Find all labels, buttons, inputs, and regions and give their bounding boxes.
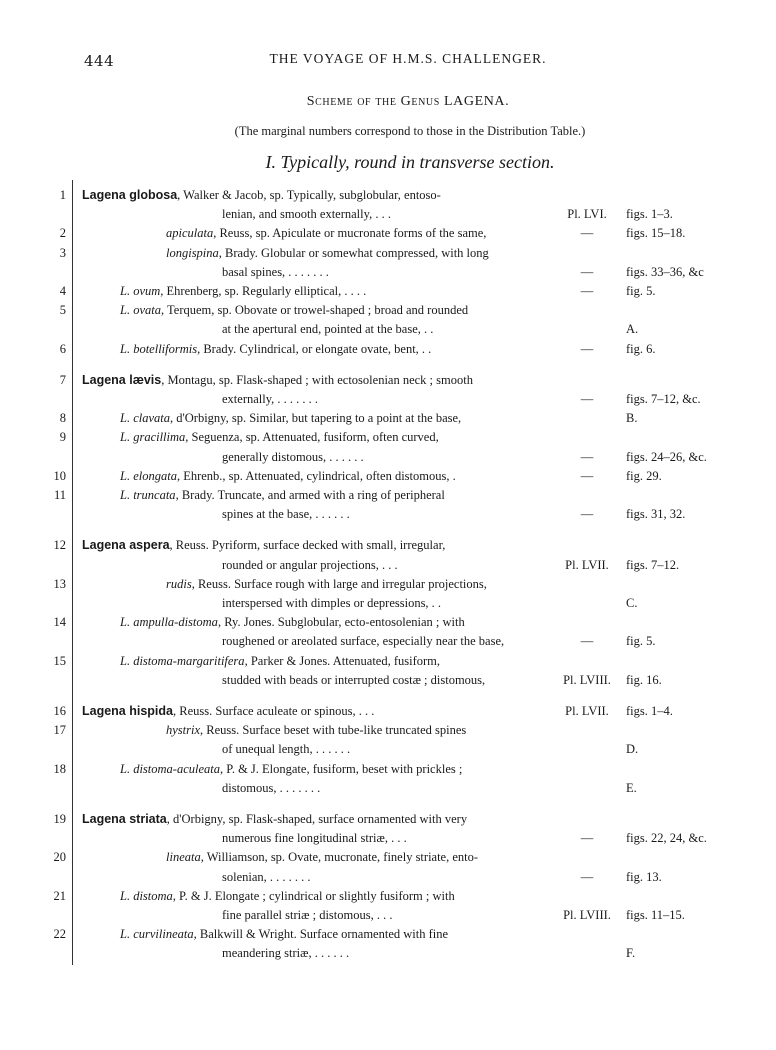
entry-description bbox=[222, 906, 392, 924]
figure-ref: figs. 15–18. bbox=[626, 226, 686, 241]
scheme-line bbox=[0, 224, 776, 242]
figure-ref: fig. 29. bbox=[626, 468, 662, 483]
plate-ref: Pl. LVI. bbox=[567, 207, 607, 222]
figure-ref: A. bbox=[626, 322, 639, 337]
entry-number: 1 bbox=[59, 188, 66, 202]
scheme-line bbox=[0, 301, 776, 319]
entry-description bbox=[222, 632, 504, 650]
description-text: roughened or areolated surface, especially near the base, bbox=[222, 634, 505, 649]
scheme-line bbox=[0, 448, 776, 466]
scheme-line bbox=[0, 486, 776, 504]
taxon-name: longispina bbox=[166, 245, 219, 260]
description-text: solenian, . . . . . . . bbox=[222, 869, 311, 884]
scheme-line bbox=[0, 244, 776, 262]
description-text: , Ehrenberg, sp. Regularly elliptical, . . . . bbox=[160, 284, 367, 298]
figure-ref: fig. 13. bbox=[626, 869, 662, 884]
entry-description bbox=[222, 448, 364, 466]
entry-description bbox=[82, 810, 467, 828]
plate-ref: — bbox=[580, 507, 594, 522]
entry-description bbox=[120, 301, 468, 319]
scheme-line bbox=[0, 594, 776, 612]
title-prefix: Scheme of the Genus bbox=[306, 94, 440, 109]
plate-ref: — bbox=[580, 869, 594, 884]
entry-number: 8 bbox=[59, 411, 66, 426]
taxon-name: lineata bbox=[166, 850, 201, 865]
entry-description bbox=[82, 186, 441, 204]
scheme-line bbox=[0, 721, 776, 739]
scheme-line bbox=[0, 779, 776, 797]
description-text: , Reuss. Surface rough with large and irregular projections, bbox=[191, 576, 487, 591]
description-text: , Balkwill & Wright. Surface ornamented with fine bbox=[193, 927, 449, 942]
entry-number: 22 bbox=[53, 927, 66, 942]
entry-description bbox=[166, 224, 486, 242]
figure-ref: E. bbox=[626, 780, 637, 795]
entry-description bbox=[120, 887, 455, 905]
scheme-line bbox=[0, 868, 776, 886]
scheme-line bbox=[0, 536, 776, 554]
taxon-name: L. curvilineata bbox=[120, 927, 194, 942]
entry-number: 14 bbox=[53, 615, 66, 630]
entry-number: 20 bbox=[53, 850, 66, 865]
description-text: , Seguenza, sp. Attenuated, fusiform, often curved, bbox=[185, 430, 439, 445]
taxon-name: L. distoma bbox=[120, 888, 173, 903]
entry-number: 5 bbox=[59, 303, 66, 318]
description-text: , Walker & Jacob, sp. Typically, subglobular, entoso- bbox=[177, 188, 441, 202]
taxon-name: L. clavata bbox=[120, 411, 170, 426]
entry-number: 2 bbox=[59, 226, 66, 241]
entry-description bbox=[222, 320, 433, 338]
description-text: , P. & J. Elongate ; cylindrical or slightly fusiform ; with bbox=[172, 888, 455, 903]
description-text: , Brady. Truncate, and armed with a ring of peripheral bbox=[175, 488, 445, 502]
figure-ref: figs. 1–4. bbox=[626, 704, 673, 718]
figure-ref: C. bbox=[626, 596, 638, 610]
entry-description bbox=[222, 671, 485, 689]
scheme-line bbox=[0, 505, 776, 523]
figure-ref: fig. 16. bbox=[626, 672, 662, 687]
entry-description bbox=[82, 536, 445, 554]
title-genus: LAGENA. bbox=[444, 94, 510, 109]
scheme-line bbox=[0, 906, 776, 924]
taxon-name: L. ovata bbox=[120, 303, 161, 318]
description-text: , Williamson, sp. Ovate, mucronate, finely striate, ento- bbox=[200, 850, 479, 865]
figure-ref: B. bbox=[626, 411, 638, 426]
plate-ref: — bbox=[580, 226, 594, 241]
description-text: numerous fine longitudinal striæ, . . . bbox=[222, 831, 407, 846]
entry-description bbox=[82, 702, 374, 720]
plate-ref: — bbox=[580, 284, 594, 298]
figure-ref: figs. 7–12, &c. bbox=[626, 392, 701, 406]
description-text: rounded or angular projections, . . . bbox=[222, 557, 398, 572]
species-name: Lagena striata bbox=[82, 812, 167, 826]
entry-description bbox=[222, 740, 350, 758]
taxon-name: L. distoma-margaritifera bbox=[120, 653, 245, 668]
species-name: Lagena aspera bbox=[82, 538, 170, 553]
entry-number: 10 bbox=[53, 468, 66, 483]
scheme-line bbox=[0, 944, 776, 962]
taxon-name: L. distoma-aculeata bbox=[120, 761, 220, 776]
entry-description bbox=[166, 244, 489, 262]
figure-ref: figs. 22, 24, &c. bbox=[626, 831, 707, 846]
scheme-line bbox=[0, 829, 776, 847]
entry-description bbox=[222, 205, 391, 223]
entry-number: 4 bbox=[59, 284, 66, 298]
description-text: , Terquem, sp. Obovate or trowel-shaped ; broad and rounded bbox=[160, 303, 469, 318]
description-text: of unequal length, . . . . . . bbox=[222, 742, 351, 757]
species-name: Lagena globosa bbox=[82, 188, 178, 202]
scheme-line bbox=[0, 340, 776, 358]
taxon-name: L. ovum bbox=[120, 284, 161, 298]
figure-ref: fig. 5. bbox=[626, 634, 656, 649]
scheme-line bbox=[0, 186, 776, 204]
scheme-line bbox=[0, 205, 776, 223]
plate-ref: — bbox=[580, 634, 594, 649]
description-text: distomous, . . . . . . . bbox=[222, 780, 321, 795]
figure-ref: figs. 11–15. bbox=[626, 908, 685, 922]
description-text: generally distomous, . . . . . . bbox=[222, 449, 364, 464]
description-text: , Ry. Jones. Subglobular, ecto-entosolenian ; with bbox=[217, 615, 465, 630]
scheme-line bbox=[0, 613, 776, 631]
figure-ref: figs. 31, 32. bbox=[626, 507, 686, 522]
entry-number: 21 bbox=[53, 888, 66, 903]
description-text: , d'Orbigny, sp. Flask-shaped, surface ornamented with very bbox=[166, 812, 468, 826]
plate-ref: Pl. LVIII. bbox=[563, 672, 611, 687]
entry-description bbox=[166, 848, 478, 866]
figure-ref: figs. 1–3. bbox=[626, 207, 673, 222]
plate-ref: — bbox=[580, 831, 594, 846]
taxon-name: rudis bbox=[166, 576, 192, 591]
figure-ref: figs. 33–36, &c bbox=[626, 264, 704, 279]
entry-description bbox=[120, 409, 461, 427]
taxon-name: L. gracillima bbox=[120, 430, 186, 445]
description-text: basal spines, . . . . . . . bbox=[222, 264, 329, 279]
description-text: externally, . . . . . . . bbox=[222, 392, 319, 406]
scheme-line bbox=[0, 652, 776, 670]
entry-number: 9 bbox=[59, 430, 66, 445]
entry-number: 18 bbox=[53, 761, 66, 776]
description-text: , Ehrenb., sp. Attenuated, cylindrical, often distomous, . bbox=[176, 468, 456, 483]
entry-description bbox=[222, 390, 318, 408]
entry-number: 12 bbox=[53, 538, 66, 553]
distribution-note: (The marginal numbers correspond to those in the Distribution Table.) bbox=[234, 124, 586, 138]
plate-ref: Pl. LVIII. bbox=[563, 908, 611, 922]
description-text: , Reuss. Surface beset with tube-like truncated spines bbox=[200, 723, 467, 738]
scheme-line bbox=[0, 371, 776, 389]
plate-ref: Pl. LVII. bbox=[565, 704, 609, 718]
description-text: , Brady. Cylindrical, or elongate ovate, bent, . . bbox=[197, 341, 432, 356]
description-text: interspersed with dimples or depressions, . . bbox=[222, 596, 442, 610]
entry-description bbox=[222, 594, 441, 612]
scheme-line bbox=[0, 810, 776, 828]
figure-ref: figs. 7–12. bbox=[626, 557, 680, 572]
scheme-line bbox=[0, 925, 776, 943]
entry-description bbox=[222, 505, 350, 523]
entry-number: 6 bbox=[59, 341, 66, 356]
description-text: lenian, and smooth externally, . . . bbox=[222, 207, 391, 222]
taxon-name: L. ampulla-distoma bbox=[120, 615, 218, 630]
description-text: at the apertural end, pointed at the base, . . bbox=[222, 322, 434, 337]
entry-description bbox=[222, 556, 398, 574]
entry-description bbox=[120, 925, 448, 943]
scheme-line bbox=[0, 409, 776, 427]
taxon-name: hystrix bbox=[166, 723, 201, 738]
section-heading: I. Typically, round in transverse section. bbox=[265, 152, 555, 172]
entry-description bbox=[222, 263, 329, 281]
entry-number: 19 bbox=[53, 812, 66, 826]
description-text: , d'Orbigny, sp. Similar, but tapering to a point at the base, bbox=[170, 411, 462, 426]
scheme-line bbox=[0, 740, 776, 758]
scheme-line bbox=[0, 671, 776, 689]
taxon-name: L. elongata bbox=[120, 468, 177, 483]
entry-description bbox=[82, 371, 473, 389]
description-text: , Reuss, sp. Apiculate or mucronate forms of the same, bbox=[213, 226, 487, 241]
plate-ref: — bbox=[580, 264, 594, 279]
page-number: 444 bbox=[84, 52, 115, 70]
description-text: , Parker & Jones. Attenuated, fusiform, bbox=[244, 653, 441, 668]
plate-ref: — bbox=[580, 468, 594, 483]
entry-description bbox=[222, 779, 320, 797]
scheme-line bbox=[0, 263, 776, 281]
scheme-line bbox=[0, 320, 776, 338]
description-text: , Reuss. Pyriform, surface decked with small, irregular, bbox=[169, 538, 446, 553]
entry-description bbox=[120, 613, 465, 631]
scheme-line bbox=[0, 575, 776, 593]
species-name: Lagena lævis bbox=[82, 372, 162, 387]
plate-ref: — bbox=[580, 449, 594, 464]
entry-description bbox=[120, 652, 440, 670]
entry-number: 17 bbox=[53, 723, 66, 738]
description-text: fine parallel striæ ; distomous, . . . bbox=[222, 908, 393, 922]
scheme-line bbox=[0, 760, 776, 778]
entry-number: 15 bbox=[53, 653, 66, 668]
description-text: spines at the base, . . . . . . bbox=[222, 507, 350, 522]
description-text: meandering striæ, . . . . . . bbox=[222, 946, 350, 961]
species-name: Lagena hispida bbox=[82, 704, 173, 718]
taxon-name: apiculata bbox=[166, 226, 214, 241]
entry-description bbox=[222, 868, 311, 886]
plate-ref: — bbox=[580, 392, 594, 406]
running-head: THE VOYAGE OF H.M.S. CHALLENGER. bbox=[269, 51, 547, 66]
entry-description bbox=[120, 282, 366, 300]
entry-number: 16 bbox=[53, 704, 66, 718]
description-text: , Montagu, sp. Flask-shaped ; with ectosolenian neck ; smooth bbox=[161, 372, 473, 387]
figure-ref: figs. 24–26, &c. bbox=[626, 449, 707, 464]
figure-ref: fig. 5. bbox=[626, 284, 656, 298]
scheme-line bbox=[0, 467, 776, 485]
description-text: studded with beads or interrupted costæ ; distomous, bbox=[222, 672, 486, 687]
scheme-line bbox=[0, 848, 776, 866]
plate-ref: — bbox=[580, 341, 594, 356]
entry-description bbox=[166, 721, 466, 739]
scheme-line bbox=[0, 282, 776, 300]
entry-description bbox=[222, 829, 407, 847]
scheme-line bbox=[0, 632, 776, 650]
entry-number: 7 bbox=[59, 372, 66, 387]
entry-description bbox=[120, 428, 439, 446]
entry-description bbox=[166, 575, 487, 593]
entry-number: 13 bbox=[53, 576, 66, 591]
entry-description bbox=[120, 467, 456, 485]
scheme-line bbox=[0, 428, 776, 446]
description-text: , Reuss. Surface aculeate or spinous, . . . bbox=[173, 704, 375, 718]
entry-description bbox=[120, 486, 445, 504]
scheme-line bbox=[0, 390, 776, 408]
scheme-line bbox=[0, 556, 776, 574]
plate-ref: Pl. LVII. bbox=[565, 557, 609, 572]
figure-ref: D. bbox=[626, 742, 639, 757]
entry-description bbox=[120, 340, 431, 358]
figure-ref: fig. 6. bbox=[626, 341, 656, 356]
description-text: , Brady. Globular or somewhat compressed, with long bbox=[218, 245, 489, 260]
scheme-line bbox=[0, 887, 776, 905]
description-text: , P. & J. Elongate, fusiform, beset with prickles ; bbox=[220, 761, 463, 776]
entry-number: 3 bbox=[59, 245, 66, 260]
scheme-line bbox=[0, 702, 776, 720]
taxon-name: L. botelliformis bbox=[120, 341, 198, 356]
entry-number: 11 bbox=[53, 488, 66, 502]
entry-description bbox=[222, 944, 349, 962]
page-title bbox=[258, 94, 558, 110]
figure-ref: F. bbox=[626, 946, 636, 961]
taxon-name: L. truncata bbox=[120, 488, 176, 502]
entry-description bbox=[120, 760, 462, 778]
